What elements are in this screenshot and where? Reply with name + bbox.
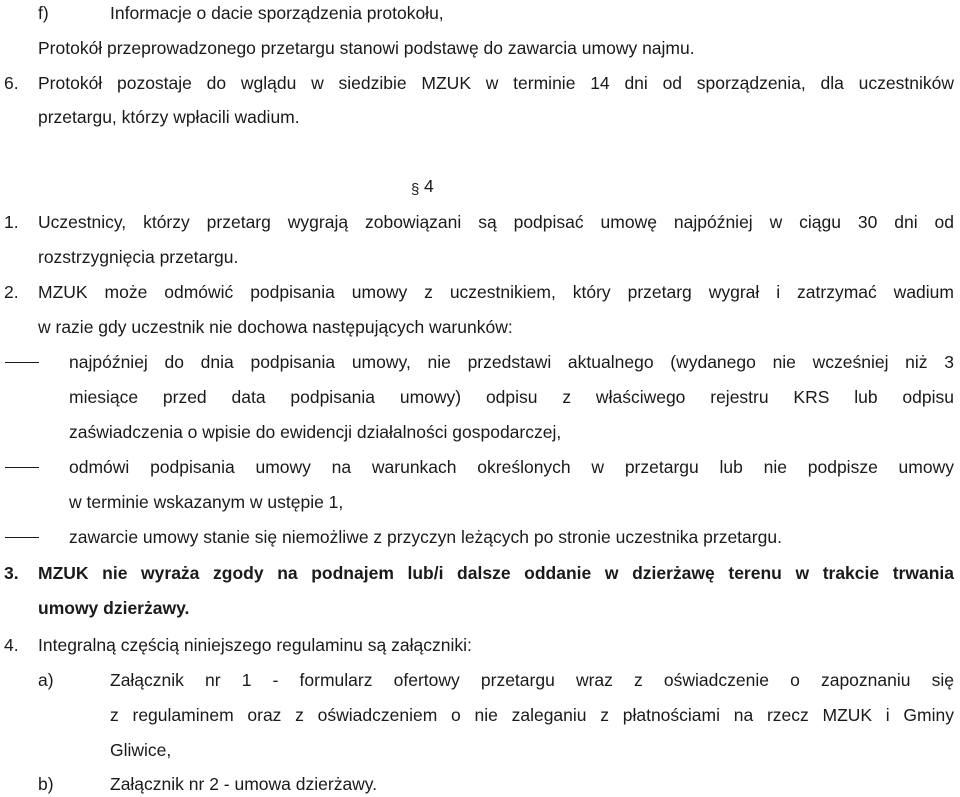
attachment-a-line-2: z regulaminem oraz z oświadczeniem o nie zaleganiu z płatnościami na rzecz MZUK i Gminy (110, 705, 954, 725)
dash-bullet (5, 362, 39, 363)
protocol-basis-text: Protokół przeprowadzonego przetargu stanowi podstawę do zawarcia umowy najmu. (38, 38, 695, 58)
s4-point-1-line-1: Uczestnicy, którzy przetarg wygrają zobowiązani są podpisać umowę najpóźniej w ciągu 30 dni od (38, 212, 954, 232)
s4-point-2-number: 2. (4, 282, 19, 302)
attachment-b-label: b) (38, 774, 54, 794)
attachment-b-line-1: Załącznik nr 2 - umowa dzierżawy. (110, 774, 378, 794)
s4-point-4-number: 4. (4, 635, 19, 655)
point-6-number: 6. (4, 73, 19, 93)
attachment-a-label: a) (38, 670, 54, 690)
s4-point-3-line-1: MZUK nie wyraża zgody na podnajem lub/i dalsze oddanie w dzierżawę terenu w trakcie trwania (38, 563, 954, 583)
condition-2-line-2: w terminie wskazanym w ustępie 1, (69, 492, 344, 512)
dash-bullet (5, 467, 39, 468)
condition-1-line-1: najpóźniej do dnia podpisania umowy, nie przedstawi aktualnego (wydanego nie wcześniej niż 3 (69, 352, 954, 372)
s4-point-3-line-2: umowy dzierżawy. (38, 598, 190, 618)
point-6-line-2: przetargu, którzy wpłacili wadium. (38, 107, 300, 127)
s4-point-2-line-1: MZUK może odmówić podpisania umowy z uczestnikiem, który przetarg wygrał i zatrzymać wadium (38, 282, 954, 302)
item-label-f: f) (38, 3, 49, 23)
attachment-a-line-1: Załącznik nr 1 - formularz ofertowy przetargu wraz z oświadczenie o zapoznaniu się (110, 670, 954, 690)
condition-3-line-1: zawarcie umowy stanie się niemożliwe z przyczyn leżących po stronie uczestnika przetargu. (69, 527, 782, 547)
condition-2-line-1: odmówi podpisania umowy na warunkach określonych w przetargu lub nie podpisze umowy (69, 457, 954, 477)
item-f-text: Informacje o dacie sporządzenia protokołu, (110, 3, 444, 23)
s4-point-1-number: 1. (4, 212, 19, 232)
section-number: 4 (424, 176, 434, 196)
s4-point-4-line-1: Integralną częścią niniejszego regulaminu są załączniki: (38, 635, 472, 655)
section-sign: § (411, 181, 420, 198)
s4-point-3-number: 3. (4, 563, 19, 583)
condition-1-line-2: miesiące przed data podpisania umowy) odpisu z właściwego rejestru KRS lub odpisu (69, 387, 954, 407)
s4-point-2-line-2: w razie gdy uczestnik nie dochowa następujących warunków: (38, 317, 513, 337)
point-6-line-1: Protokół pozostaje do wglądu w siedzibie MZUK w terminie 14 dni od sporządzenia, dla uczestników (38, 73, 954, 93)
condition-1-line-3: zaświadczenia o wpisie do ewidencji działalności gospodarczej, (69, 422, 562, 442)
s4-point-1-line-2: rozstrzygnięcia przetargu. (38, 247, 239, 267)
attachment-a-line-3: Gliwice, (110, 740, 172, 760)
dash-bullet (5, 537, 39, 538)
